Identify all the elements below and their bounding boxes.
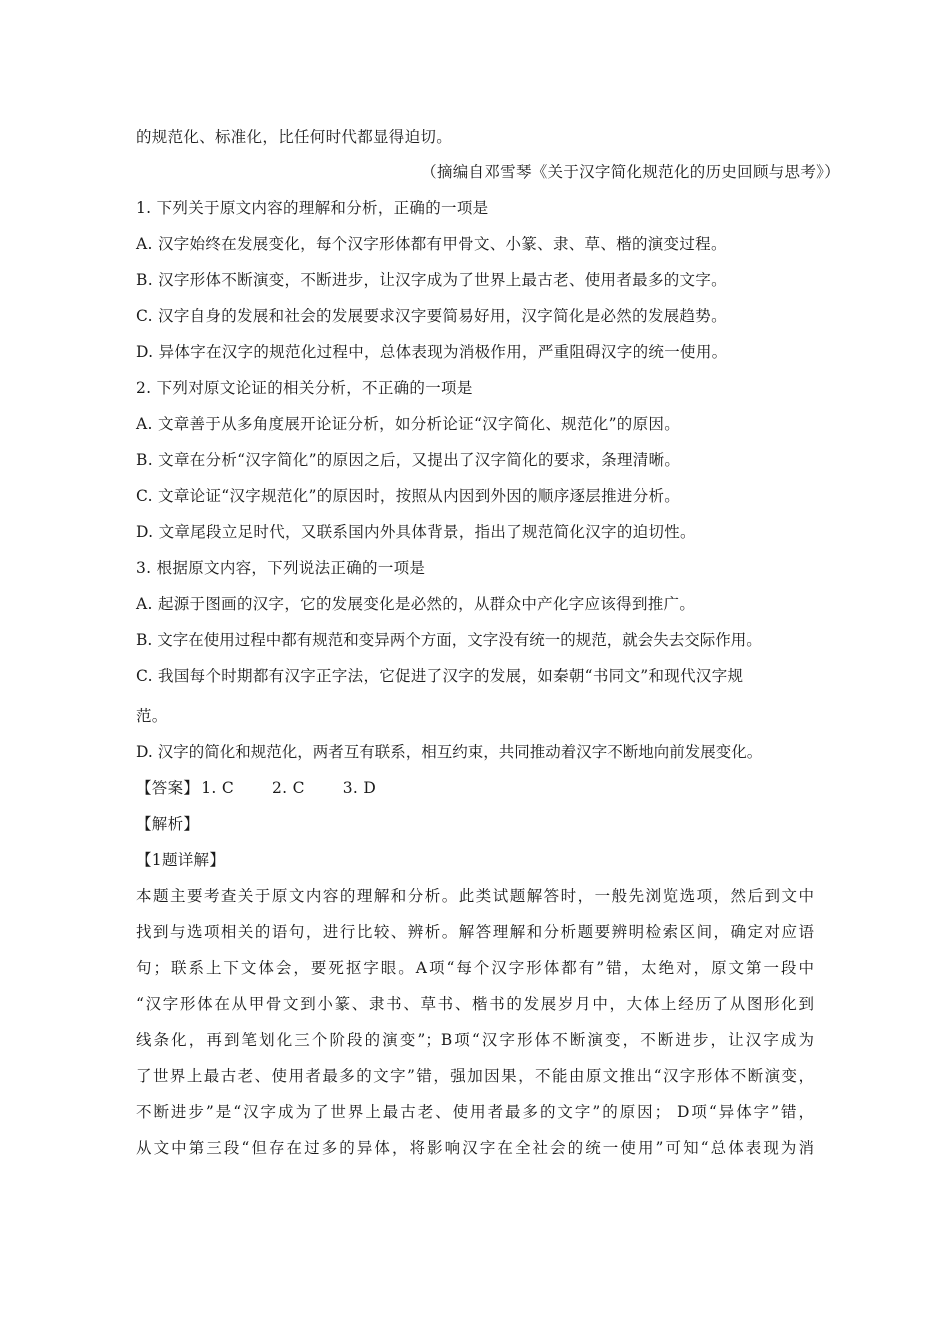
answer-label: 【答案】 bbox=[136, 779, 200, 797]
detail-line: 了世界上最古老、使用者最多的文字”错，强加因果，不能由原文推出“汉字形体不断演变， bbox=[136, 1067, 814, 1085]
question-2-option-c: C. 文章论证“汉字规范化”的原因时，按照从内因到外因的顺序逐层推进分析。 bbox=[136, 487, 681, 505]
question-3-option-d: D. 汉字的简化和规范化，两者互有联系，相互约束，共同推动着汉字不断地向前发展变化。 bbox=[136, 743, 763, 761]
question-2-option-b: B. 文章在分析“汉字简化”的原因之后，又提出了汉字简化的要求，条理清晰。 bbox=[136, 451, 681, 469]
question-3-option-c-continued: 范。 bbox=[136, 707, 168, 725]
question-1-option-c: C. 汉字自身的发展和社会的发展要求汉字要简易好用，汉字简化是必然的发展趋势。 bbox=[136, 307, 727, 325]
question-1-option-d: D. 异体字在汉字的规范化过程中，总体表现为消极作用，严重阻碍汉字的统一使用。 bbox=[136, 343, 728, 361]
detail-label: 【1题详解】 bbox=[136, 851, 226, 869]
detail-line: 不断进步”是“汉字成为了世界上最古老、使用者最多的文字”的原因； D项“异体字”错， bbox=[136, 1103, 814, 1121]
question-3-option-b: B. 文字在使用过程中都有规范和变异两个方面，文字没有统一的规范，就会失去交际作用。 bbox=[136, 631, 762, 649]
answer-item-1: 1. C bbox=[201, 779, 234, 797]
detail-line: 线条化，再到笔划化三个阶段的演变”；B项“汉字形体不断演变，不断进步，让汉字成为 bbox=[136, 1031, 814, 1049]
detail-line: 句；联系上下文体会，要死抠字眼。A项“每个汉字形体都有”错，太绝对，原文第一段中 bbox=[136, 959, 814, 977]
detail-line: “汉字形体在从甲骨文到小篆、隶书、草书、楷书的发展岁月中，大体上经历了从图形化到 bbox=[136, 995, 814, 1013]
analysis-label: 【解析】 bbox=[136, 815, 200, 833]
question-2-option-a: A. 文章善于从多角度展开论证分析，如分析论证“汉字简化、规范化”的原因。 bbox=[136, 415, 680, 433]
question-3-option-c: C. 我国每个时期都有汉字正字法，它促进了汉字的发展，如秦朝“书同文”和现代汉字规 bbox=[136, 667, 744, 685]
question-1-stem: 1. 下列关于原文内容的理解和分析，正确的一项是 bbox=[136, 199, 489, 217]
question-1-option-a: A. 汉字始终在发展变化，每个汉字形体都有甲骨文、小篆、隶、草、楷的演变过程。 bbox=[136, 235, 727, 253]
passage-tail: 的规范化、标准化，比任何时代都显得迫切。 bbox=[136, 128, 453, 146]
source-citation: （摘编自邓雪琴《关于汉字简化规范化的历史回顾与思考》） bbox=[421, 163, 840, 181]
answer-item-2: 2. C bbox=[271, 779, 305, 797]
detail-line: 从文中第三段“但存在过多的异体，将影响汉字在全社会的统一使用”可知“总体表现为消 bbox=[136, 1139, 814, 1157]
answer-line bbox=[136, 778, 376, 798]
detail-line: 本题主要考查关于原文内容的理解和分析。此类试题解答时，一般先浏览选项，然后到文中 bbox=[136, 887, 814, 905]
answer-item-3: 3. D bbox=[342, 779, 377, 797]
question-2-option-d: D. 文章尾段立足时代，又联系国内外具体背景，指出了规范简化汉字的迫切性。 bbox=[136, 523, 696, 541]
question-1-option-b: B. 汉字形体不断演变，不断进步，让汉字成为了世界上最古老、使用者最多的文字。 bbox=[136, 271, 727, 289]
question-2-stem: 2. 下列对原文论证的相关分析，不正确的一项是 bbox=[136, 379, 473, 397]
question-3-option-a: A. 起源于图画的汉字，它的发展变化是必然的，从群众中产化字应该得到推广。 bbox=[136, 595, 696, 613]
detail-line: 找到与选项相关的语句，进行比较、辨析。解答理解和分析题要辨明检索区间，确定对应语 bbox=[136, 923, 814, 941]
question-3-stem: 3. 根据原文内容，下列说法正确的一项是 bbox=[136, 559, 426, 577]
